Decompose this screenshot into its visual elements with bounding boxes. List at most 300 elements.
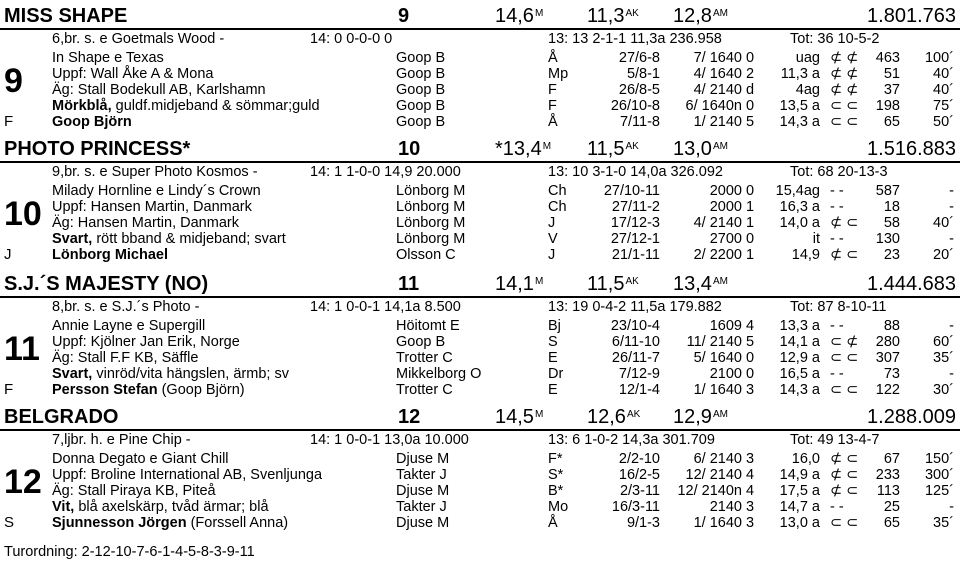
- race-date: 2/2-10: [618, 451, 660, 467]
- odds-symbols: ⊄ ⊄: [830, 66, 859, 82]
- trainer: Trotter C: [396, 382, 453, 398]
- trainer: Takter J: [396, 499, 447, 515]
- track: Mo: [548, 499, 569, 515]
- line-text: [52, 231, 286, 247]
- km-time: it: [812, 231, 820, 247]
- line-plain-text: Äg: Stall Bodekull AB, Karlshamn: [52, 82, 266, 98]
- odds-value: 280: [875, 334, 900, 350]
- season-record: 13: 19 0-4-2 11,5a 179.882: [548, 299, 722, 315]
- line-text: [52, 382, 245, 398]
- record-time: [673, 272, 728, 296]
- placing-distance: 5/ 1640: [693, 350, 742, 366]
- km-time: 14,0 a: [779, 215, 820, 231]
- prize-money: 50´: [933, 114, 954, 130]
- header-rule: [0, 429, 960, 431]
- pedigree-info: 8,br. s. e S.J.´s Photo -: [52, 299, 200, 315]
- race-date: 27/6-8: [618, 50, 660, 66]
- km-time: 14,3 a: [779, 382, 820, 398]
- record-time-suffix: AK: [625, 276, 639, 287]
- odds-symbols: ⊂ ⊂: [830, 382, 859, 398]
- placing-distance: 1/ 2140: [693, 114, 742, 130]
- track: F*: [548, 451, 563, 467]
- trainer: Goop B: [396, 66, 446, 82]
- line-bold-text: Goop Björn: [52, 114, 132, 130]
- line-text: [52, 451, 229, 467]
- form-line: [0, 499, 960, 515]
- horse-header: [0, 405, 960, 429]
- form-line: [0, 231, 960, 247]
- prize-money: -: [949, 199, 954, 215]
- race-date: 6/11-10: [611, 334, 660, 350]
- line-text: [52, 114, 132, 130]
- odds-value: 122: [875, 382, 900, 398]
- total-record: Tot: 68 20-13-3: [790, 164, 888, 180]
- line-plain-text: (Goop Björn): [157, 382, 245, 398]
- km-time: 14,7 a: [779, 499, 820, 515]
- track: J: [548, 247, 556, 263]
- trainer: Lönborg M: [396, 183, 466, 199]
- odds-value: 65: [883, 515, 900, 531]
- trainer: Trotter C: [396, 350, 453, 366]
- start-number: 10: [398, 138, 421, 160]
- placing-distance: 2000: [709, 183, 742, 199]
- record-time: [673, 137, 728, 161]
- start-number: 9: [398, 5, 410, 27]
- race-date: 21/1-11: [611, 247, 660, 263]
- driver-code: F: [4, 113, 14, 130]
- line-text: [52, 215, 239, 231]
- track-position: 5: [746, 334, 755, 350]
- prize-money: 60´: [933, 334, 954, 350]
- km-time: 14,9: [791, 247, 820, 263]
- stats-row: [0, 164, 960, 180]
- form-line: [0, 247, 960, 263]
- prize-money: 150´: [924, 451, 954, 467]
- prize-money: -: [949, 366, 954, 382]
- prize-money: 35´: [933, 515, 954, 531]
- track: Å: [548, 114, 558, 130]
- track: V: [548, 231, 558, 247]
- form-line: [0, 334, 960, 350]
- season-record: 13: 10 3-1-0 14,0a 326.092: [548, 164, 723, 180]
- form-line: [0, 467, 960, 483]
- stats-row: [0, 299, 960, 315]
- header-rule: [0, 296, 960, 298]
- placing-distance: 6/ 2140: [693, 451, 742, 467]
- line-plain-text: guldf.midjeband & sömmar;guld: [111, 98, 320, 114]
- track: Ch: [548, 183, 567, 199]
- odds-symbols: ⊄ ⊂: [830, 247, 859, 263]
- total-earnings: 1.516.883: [867, 138, 956, 160]
- horse-entry: [0, 137, 960, 267]
- record-time-value: 14,6: [495, 5, 534, 27]
- odds-value: 25: [883, 499, 900, 515]
- trainer: Djuse M: [396, 451, 450, 467]
- driver-code: J: [4, 246, 12, 263]
- horse-entry: [0, 405, 960, 535]
- line-bold-text: Vit,: [52, 499, 75, 515]
- placing-distance: 2/ 2200: [693, 247, 742, 263]
- prize-money: 100´: [924, 50, 954, 66]
- record-time: [587, 405, 640, 429]
- horse-name: PHOTO PRINCESS*: [4, 138, 191, 160]
- line-bold-text: Sjunnesson Jörgen: [52, 515, 187, 531]
- form-line: [0, 82, 960, 98]
- record-time-value: 12,8: [673, 5, 712, 27]
- year-record: 14: 0 0-0-0 0: [310, 31, 393, 47]
- form-line: [0, 199, 960, 215]
- record-time-suffix: M: [534, 409, 544, 420]
- placing-distance: 7/ 1640: [693, 50, 742, 66]
- odds-symbols: - -: [830, 366, 844, 382]
- trainer: Goop B: [396, 82, 446, 98]
- odds-value: 307: [875, 350, 900, 366]
- track: J: [548, 215, 556, 231]
- race-date: 7/11-8: [619, 114, 660, 130]
- total-earnings: 1.801.763: [867, 5, 956, 27]
- line-plain-text: Uppf: Kjölner Jan Erik, Norge: [52, 334, 240, 350]
- total-record: Tot: 49 13-4-7: [790, 432, 880, 448]
- form-line: [0, 318, 960, 334]
- trainer: Mikkelborg O: [396, 366, 482, 382]
- form-line: [0, 66, 960, 82]
- stats-row: [0, 31, 960, 47]
- form-line: [0, 183, 960, 199]
- km-time: 16,0: [791, 451, 820, 467]
- record-time-suffix: M: [534, 276, 544, 287]
- prize-money: -: [949, 183, 954, 199]
- track-position: 1: [746, 247, 755, 263]
- odds-value: 23: [883, 247, 900, 263]
- placing-distance: 4/ 1640: [693, 66, 742, 82]
- odds-symbols: - -: [830, 499, 844, 515]
- record-time-suffix: AK: [625, 141, 639, 152]
- track-position: 0: [746, 98, 755, 114]
- placing-distance: 2140: [709, 499, 742, 515]
- km-time: 14,3 a: [779, 114, 820, 130]
- pedigree-info: 7,ljbr. h. e Pine Chip -: [52, 432, 191, 448]
- trainer: Goop B: [396, 98, 446, 114]
- form-line: [0, 515, 960, 531]
- record-time-value: 13,0: [673, 138, 712, 160]
- placing-distance: 1/ 1640: [693, 382, 742, 398]
- placing-distance: 4/ 2140: [693, 215, 742, 231]
- race-date: 17/12-3: [610, 215, 660, 231]
- form-line: [0, 350, 960, 366]
- trainer: Lönborg M: [396, 199, 466, 215]
- record-time-suffix: M: [542, 141, 552, 152]
- record-time-value: 14,1: [495, 273, 534, 295]
- line-bold-text: Lönborg Michael: [52, 247, 168, 263]
- record-time: [495, 4, 543, 28]
- track: Bj: [548, 318, 561, 334]
- race-date: 5/8-1: [626, 66, 660, 82]
- track-position: 4: [746, 318, 755, 334]
- trainer: Djuse M: [396, 483, 450, 499]
- line-text: [52, 199, 252, 215]
- trainer: Goop B: [396, 50, 446, 66]
- line-text: [52, 515, 288, 531]
- odds-symbols: ⊄ ⊂: [830, 483, 859, 499]
- line-plain-text: (Forssell Anna): [186, 515, 289, 531]
- placing-distance: 12/ 2140: [685, 467, 742, 483]
- line-plain-text: Äg: Stall Piraya KB, Piteå: [52, 483, 216, 499]
- odds-value: 88: [883, 318, 900, 334]
- placing-distance: 2100: [709, 366, 742, 382]
- track: Mp: [548, 66, 569, 82]
- race-date: 16/3-11: [611, 499, 660, 515]
- line-text: [52, 82, 266, 98]
- trainer: Goop B: [396, 334, 446, 350]
- form-line: [0, 451, 960, 467]
- track: E: [548, 350, 558, 366]
- track: S*: [548, 467, 564, 483]
- odds-value: 73: [883, 366, 900, 382]
- record-time-suffix: M: [534, 8, 544, 19]
- prize-money: 40´: [933, 82, 954, 98]
- track-position: 0: [746, 366, 755, 382]
- horse-header: [0, 137, 960, 161]
- prize-money: 300´: [924, 467, 954, 483]
- track-position: 3: [746, 515, 755, 531]
- prize-money: -: [949, 231, 954, 247]
- form-line: [0, 366, 960, 382]
- pedigree-info: 9,br. s. e Super Photo Kosmos -: [52, 164, 258, 180]
- trainer: Lönborg M: [396, 215, 466, 231]
- placing-distance: 4/ 2140: [693, 82, 742, 98]
- race-date: 9/1-3: [626, 515, 660, 531]
- year-record: 14: 1 0-0-1 14,1a 8.500: [310, 299, 461, 315]
- km-time: 13,3 a: [779, 318, 820, 334]
- total-record: Tot: 87 8-10-11: [790, 299, 887, 315]
- form-line: [0, 50, 960, 66]
- track-position: 5: [746, 114, 755, 130]
- trainer: Goop B: [396, 114, 446, 130]
- form-line: [0, 483, 960, 499]
- odds-symbols: ⊂ ⊂: [830, 350, 859, 366]
- track: Ch: [548, 199, 567, 215]
- line-text: [52, 50, 164, 66]
- track: B*: [548, 483, 564, 499]
- placing-distance: 2000: [709, 199, 742, 215]
- line-plain-text: Annie Layne e Supergill: [52, 318, 206, 334]
- placing-distance: 12/ 2140n: [677, 483, 742, 499]
- line-text: [52, 247, 168, 263]
- record-time-value: 12,9: [673, 406, 712, 428]
- track: S: [548, 334, 558, 350]
- line-plain-text: Uppf: Hansen Martin, Danmark: [52, 199, 252, 215]
- trainer: Takter J: [396, 467, 447, 483]
- prize-money: 125´: [924, 483, 954, 499]
- record-time-value: 13,4: [673, 273, 712, 295]
- start-number: 12: [398, 406, 421, 428]
- placing-distance: 1609: [709, 318, 742, 334]
- record-time-value: 11,3: [587, 5, 625, 27]
- record-time-value: 11,5: [587, 273, 625, 295]
- odds-symbols: ⊂ ⊂: [830, 98, 859, 114]
- line-text: [52, 467, 322, 483]
- prize-money: 20´: [933, 247, 954, 263]
- race-date: 12/1-4: [618, 382, 660, 398]
- track: Dr: [548, 366, 564, 382]
- track-position: 2: [746, 66, 755, 82]
- km-time: 4ag: [795, 82, 820, 98]
- line-text: [52, 183, 261, 199]
- odds-value: 37: [883, 82, 900, 98]
- track-position: 3: [746, 499, 755, 515]
- placing-distance: 6/ 1640n: [685, 98, 742, 114]
- track: F: [548, 82, 557, 98]
- track-position: 1: [746, 215, 755, 231]
- odds-symbols: ⊄ ⊂: [830, 467, 859, 483]
- stats-row: [0, 432, 960, 448]
- race-date: 27/12-1: [610, 231, 660, 247]
- odds-symbols: - -: [830, 183, 844, 199]
- odds-value: 198: [875, 98, 900, 114]
- odds-symbols: ⊂ ⊂: [830, 114, 859, 130]
- odds-value: 67: [883, 451, 900, 467]
- year-record: 14: 1 0-0-1 13,0a 10.000: [310, 432, 469, 448]
- km-time: 13,0 a: [779, 515, 820, 531]
- track-position: 4: [746, 483, 755, 499]
- km-time: uag: [795, 50, 820, 66]
- line-plain-text: blå axelskärp, tvåd ärmar; blå: [74, 499, 269, 515]
- horse-name: MISS SHAPE: [4, 5, 128, 27]
- line-plain-text: In Shape e Texas: [52, 50, 164, 66]
- odds-value: 463: [875, 50, 900, 66]
- line-bold-text: Persson Stefan: [52, 382, 158, 398]
- odds-value: 130: [875, 231, 900, 247]
- trainer: Olsson C: [396, 247, 456, 263]
- prize-money: 75´: [933, 98, 954, 114]
- track-position: d: [746, 82, 755, 98]
- record-time: [673, 405, 728, 429]
- start-order-footer: Turordning: 2-12-10-7-6-1-4-5-8-3-9-11: [4, 544, 255, 560]
- record-time-suffix: AK: [625, 8, 639, 19]
- odds-symbols: - -: [830, 199, 844, 215]
- track-position: 0: [746, 350, 755, 366]
- race-date: 2/3-11: [619, 483, 660, 499]
- odds-symbols: ⊂ ⊂: [830, 515, 859, 531]
- driver-code: S: [4, 514, 15, 531]
- start-number: 11: [398, 273, 420, 295]
- record-time-suffix: AK: [626, 409, 641, 420]
- line-plain-text: Milady Hornline e Lindy´s Crown: [52, 183, 261, 199]
- km-time: 15,4ag: [775, 183, 820, 199]
- prize-money: 35´: [933, 350, 954, 366]
- odds-symbols: ⊄ ⊂: [830, 451, 859, 467]
- odds-value: 65: [883, 114, 900, 130]
- odds-value: 587: [875, 183, 900, 199]
- form-line: [0, 382, 960, 398]
- record-time: [495, 137, 551, 161]
- record-time-suffix: AM: [712, 141, 728, 152]
- pedigree-info: 6,br. s. e Goetmals Wood -: [52, 31, 225, 47]
- race-date: 26/10-8: [610, 98, 660, 114]
- track-position: 3: [746, 382, 755, 398]
- track-position: 4: [746, 467, 755, 483]
- line-text: [52, 350, 198, 366]
- odds-symbols: ⊂ ⊄: [830, 334, 859, 350]
- race-date: 16/2-5: [618, 467, 660, 483]
- line-plain-text: Uppf: Broline International AB, Svenljunga: [52, 467, 323, 483]
- line-text: [52, 98, 320, 114]
- km-time: 14,1 a: [779, 334, 820, 350]
- record-time: [495, 405, 543, 429]
- odds-symbols: - -: [830, 231, 844, 247]
- odds-symbols: ⊄ ⊂: [830, 215, 859, 231]
- track: F: [548, 98, 557, 114]
- record-time: [587, 272, 639, 296]
- line-plain-text: vinröd/vita hängslen, ärmb; sv: [92, 366, 289, 382]
- km-time: 16,3 a: [779, 199, 820, 215]
- placing-distance: 2700: [709, 231, 742, 247]
- line-text: [52, 318, 205, 334]
- record-time-value: 14,5: [495, 406, 534, 428]
- horse-entry: [0, 272, 960, 402]
- placing-distance: 1/ 1640: [693, 515, 742, 531]
- odds-value: 58: [883, 215, 900, 231]
- line-plain-text: Äg: Stall F.F KB, Säffle: [52, 350, 199, 366]
- horse-name: S.J.´S MAJESTY (NO): [4, 273, 209, 295]
- record-time: [587, 137, 639, 161]
- prize-money: 30´: [933, 382, 954, 398]
- record-time: [673, 4, 728, 28]
- prize-money: 40´: [933, 66, 954, 82]
- line-plain-text: Donna Degato e Giant Chill: [52, 451, 229, 467]
- line-plain-text: Uppf: Wall Åke A & Mona: [52, 66, 214, 82]
- total-record: Tot: 36 10-5-2: [790, 31, 880, 47]
- season-record: 13: 6 1-0-2 14,3a 301.709: [548, 432, 715, 448]
- line-text: [52, 366, 289, 382]
- horse-entry: [0, 4, 960, 134]
- track-position: 1: [746, 199, 755, 215]
- record-time: [495, 272, 543, 296]
- track-position: 0: [746, 231, 755, 247]
- big-start-number: 10: [4, 195, 42, 233]
- line-text: [52, 66, 213, 82]
- km-time: 13,5 a: [779, 98, 820, 114]
- odds-value: 18: [883, 199, 900, 215]
- track-position: 0: [746, 183, 755, 199]
- prize-money: -: [949, 318, 954, 334]
- big-start-number: 12: [4, 463, 42, 501]
- placing-distance: 11/ 2140: [686, 334, 742, 350]
- odds-value: 51: [883, 66, 900, 82]
- odds-symbols: ⊄ ⊄: [830, 82, 859, 98]
- line-text: [52, 334, 240, 350]
- line-plain-text: Äg: Hansen Martin, Danmark: [52, 215, 239, 231]
- total-earnings: 1.444.683: [867, 273, 956, 295]
- race-date: 26/11-7: [611, 350, 660, 366]
- odds-value: 113: [876, 483, 900, 499]
- horse-name: BELGRADO: [4, 406, 119, 428]
- prize-money: -: [949, 499, 954, 515]
- line-plain-text: rött bband & midjeband; svart: [92, 231, 286, 247]
- line-bold-text: Svart,: [52, 366, 93, 382]
- season-record: 13: 13 2-1-1 11,3a 236.958: [548, 31, 722, 47]
- odds-symbols: ⊄ ⊄: [830, 50, 859, 66]
- horse-header: [0, 4, 960, 28]
- trainer: Djuse M: [396, 515, 450, 531]
- track: Å: [548, 50, 558, 66]
- track-position: 0: [746, 50, 755, 66]
- line-text: [52, 499, 269, 515]
- trainer: Höitomt E: [396, 318, 460, 334]
- form-line: [0, 215, 960, 231]
- km-time: 17,5 a: [779, 483, 820, 499]
- record-time-value: 11,5: [587, 138, 625, 160]
